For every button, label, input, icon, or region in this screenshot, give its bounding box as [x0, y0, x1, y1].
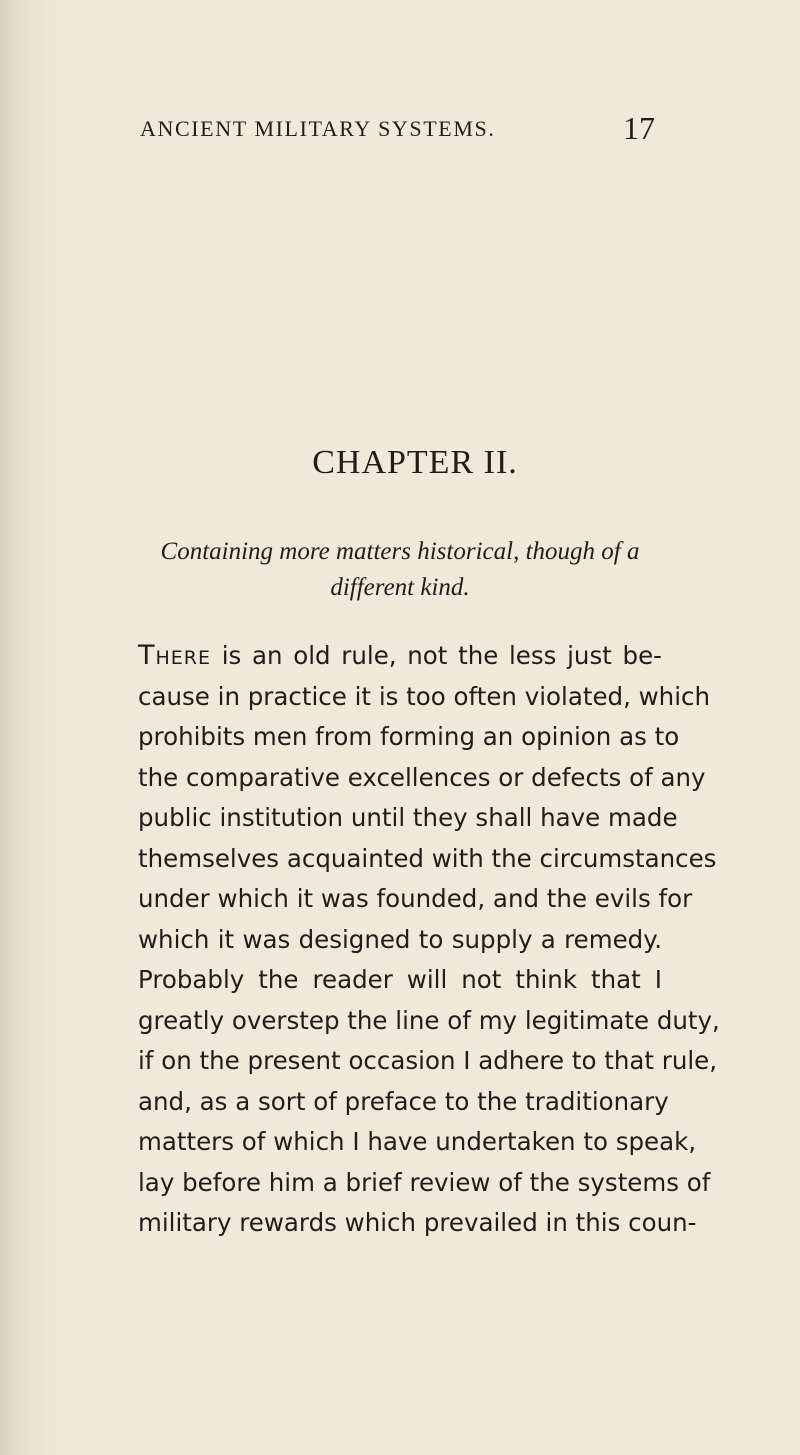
text-line: prohibits men from forming an opinion as to [138, 722, 680, 751]
text-line: and, as a sort of preface to the traditionary [138, 1086, 669, 1116]
text-line: if on the present occasion I adhere to that rule, [138, 1046, 718, 1075]
text-line: which it was designed to supply a remedy. [138, 924, 662, 954]
running-title: ANCIENT MILITARY SYSTEMS. [140, 116, 496, 141]
running-head [140, 110, 655, 150]
chapter-subtitle: Containing more matters historical, though of a different kind. [160, 538, 640, 601]
chapter-title: CHAPTER II. [312, 444, 518, 481]
text-line: greatly overstep the line of my legitimate duty, [138, 1005, 720, 1035]
text-line: There is an old rule, not the less just be- [138, 640, 662, 671]
page-edge-shadow [0, 0, 58, 1455]
text-line: under which it was founded, and the evils for [138, 884, 693, 913]
text-line: themselves acquainted with the circumstances [138, 843, 717, 873]
text-line: public institution until they shall have made [138, 803, 678, 832]
text-line: lay before him a brief review of the systems of [138, 1167, 711, 1197]
text-line: matters of which I have undertaken to speak, [138, 1127, 697, 1156]
text-line: cause in practice it is too often violated, which [138, 681, 711, 711]
text-line: the comparative excellences or defects of any [138, 762, 706, 792]
body-paragraph [138, 636, 720, 1244]
text-line: Probably the reader will not think that I [138, 965, 662, 994]
drop-word: There [138, 640, 211, 671]
text-line: military rewards which prevailed in this coun- [138, 1208, 697, 1237]
page-number: 17 [623, 110, 655, 146]
